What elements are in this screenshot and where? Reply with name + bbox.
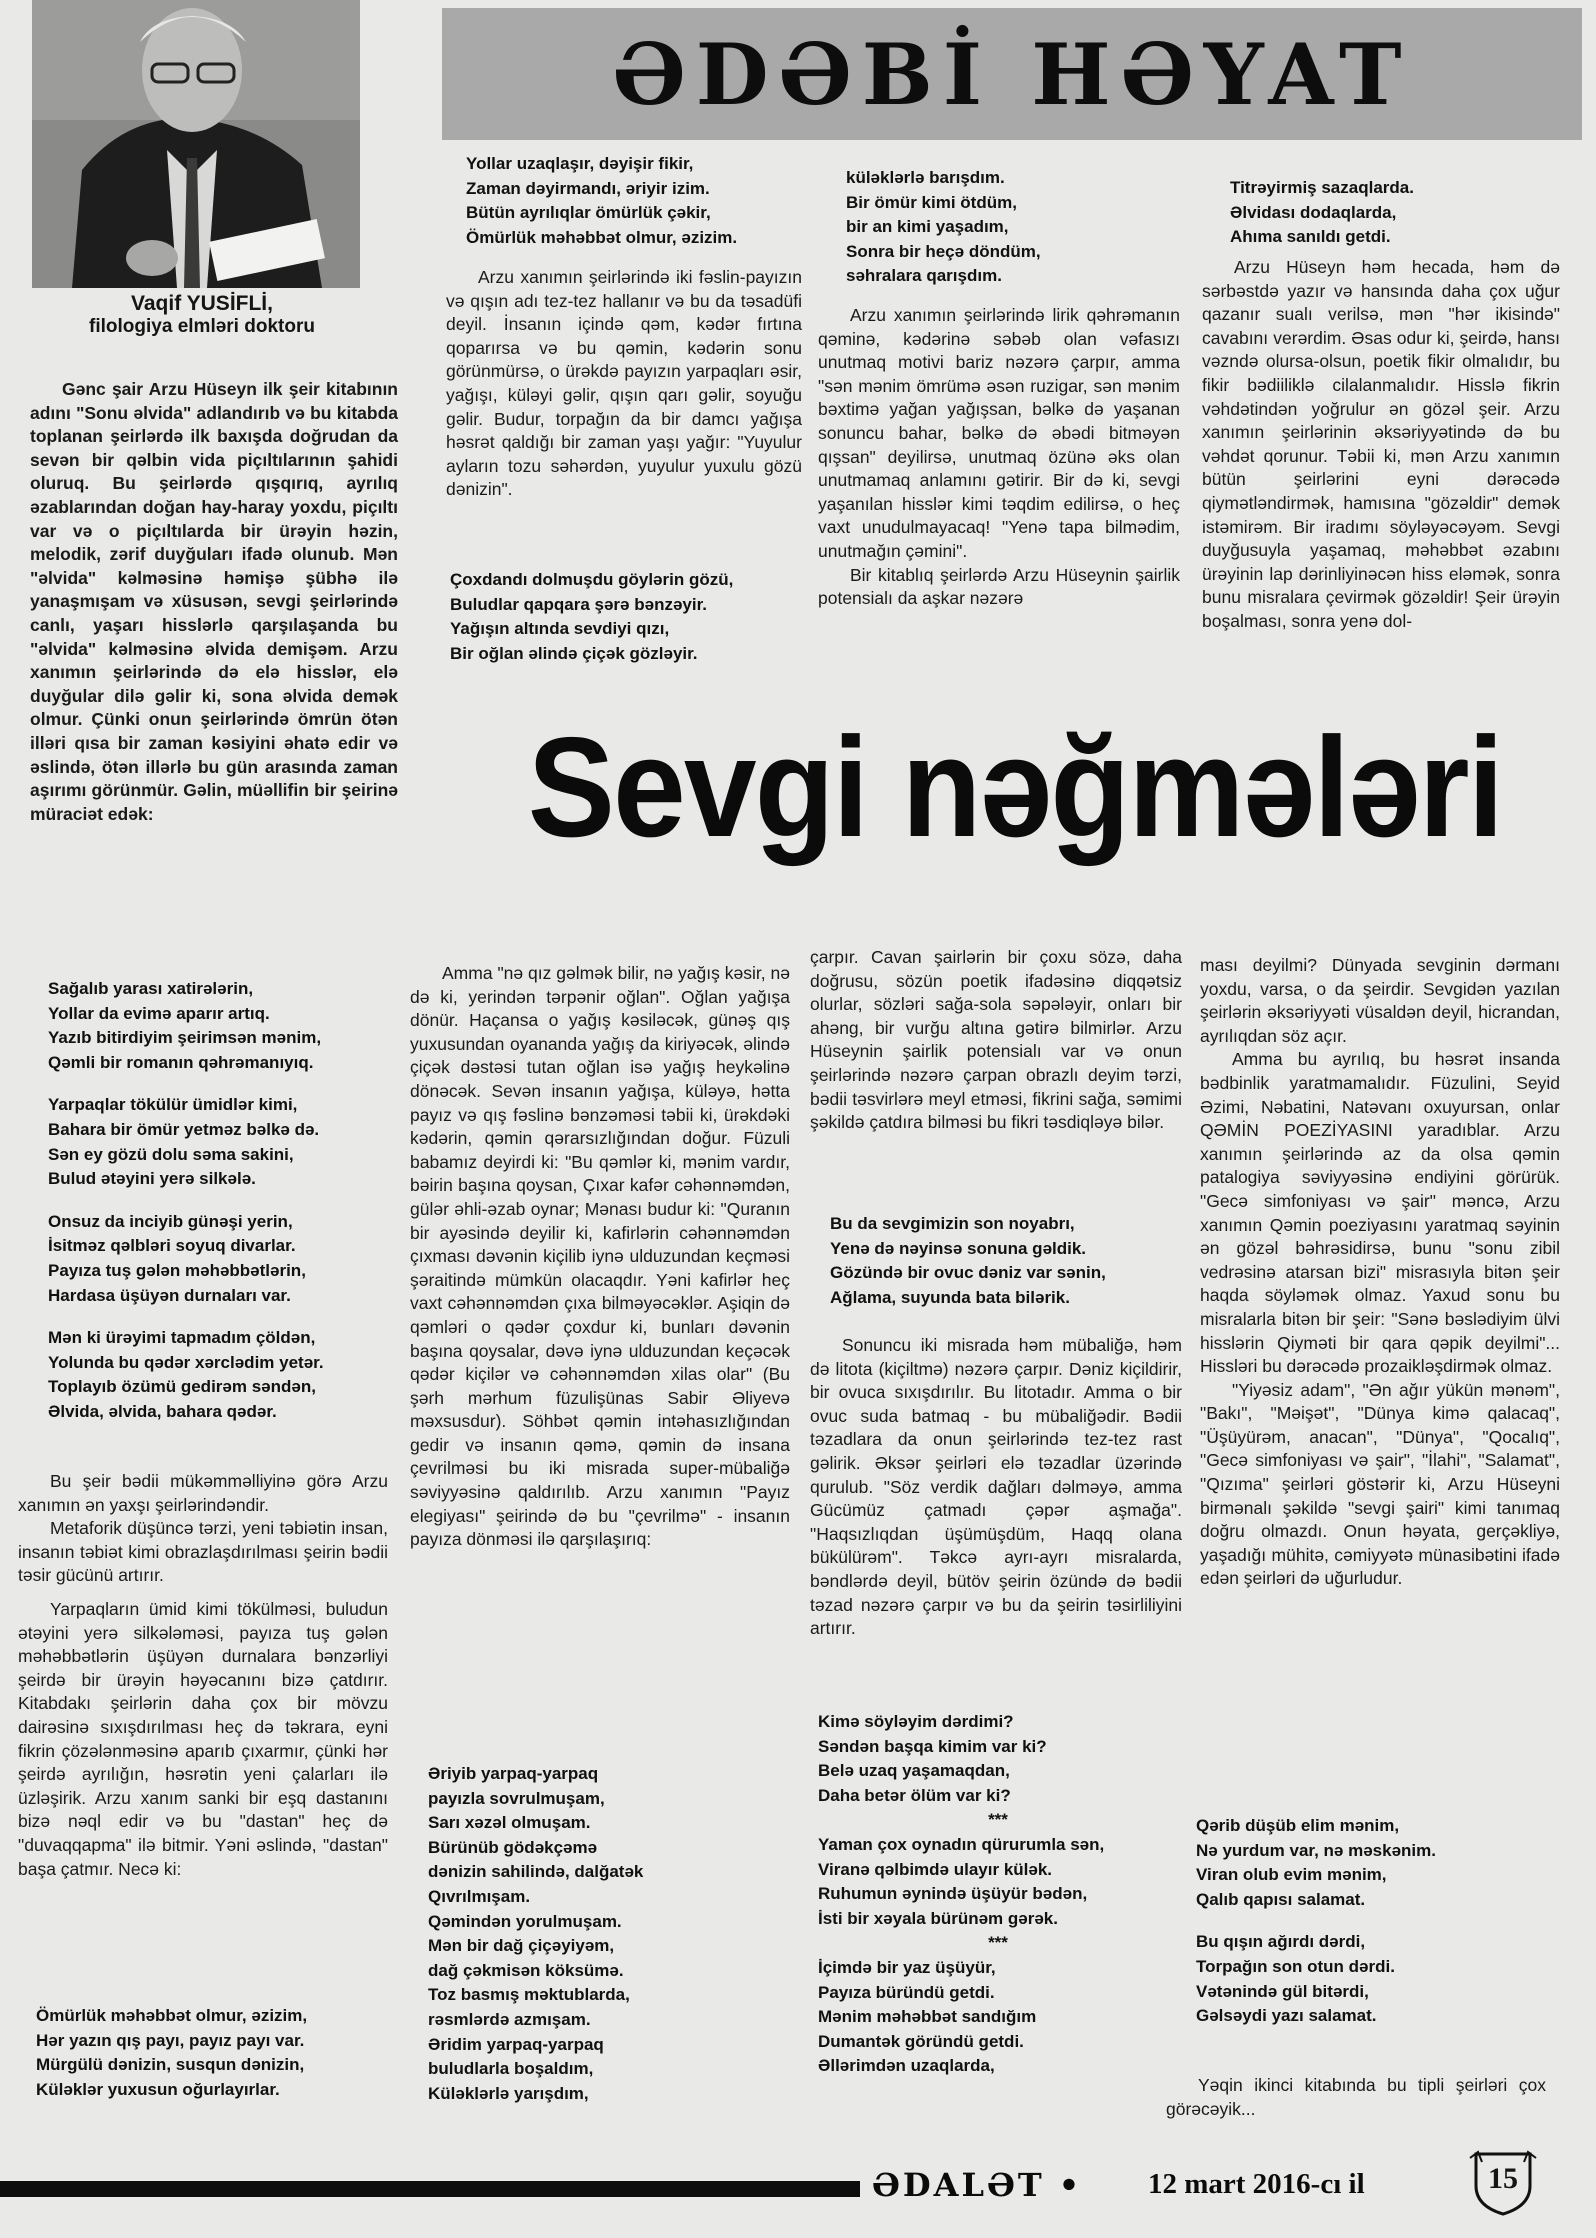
verse-line: səhralara qarışdım. [846, 266, 1002, 286]
verse-line: İsitməz qəlbləri soyuq divarlar. [48, 1236, 296, 1256]
paragraph: Sonuncu iki misrada həm mübaliğə, həm də litota (kiçiltmə) nəzərə çarpır. Dəniz kiçildirir, bir ovuca sıxışdırılır. Bu litotadır. Amma o bir ovuc suda batmaq - bu mübaliğədir. Bədii təzadlara da onun şeirlərində tez-tez rast gəlirik. Əksər şeirləri elə təzadlar üzərində qurulub. "Söz verdik dağları dəlməyə, amma Gücümüz çatmadı çəpər aşmağa". "Haqsızlıqdan üşümüşdüm, Haqq olana bükülürəm". Təkcə ayrı-ayrı misralarda, bəndlərdə deyil, bütöv şeirin özündə də bədii təzad nəzərə çarpır və bu da şeirin təsirliliyini artırır. [810, 1335, 1182, 1639]
verse-line: Torpağın son otun dərdi. [1196, 1956, 1395, 1976]
paragraph: Yarpaqların ümid kimi tökülməsi, buludun ətəyini yerə silkələməsi, payıza tuş gələn məhəbbətlərin üşüyən durnalara bənzərliyi şeirdə bir ürəyin həyəcanını bizə çatdırır. Kitabdakı şeirlərin daha çox bir mövzu dairəsinə sıxışdırılması heç də təkrara, eyni fikrin çözələnməsinə aparıb çıxarmır, çünki hər şeirdə ayrılığın, həsrətin yeni çalarları ilə üzləşirik. Arzu xanım sanki bir eşq dastanını bizə nəql edir və bu "dastan" heç də "duvaqqapma" ilə bitmir. Yəni əslində, "dastan" başa çatmır. Necə ki: [18, 1598, 388, 1879]
section-title: ƏDƏBİ HƏYAT [612, 24, 1412, 124]
author-byline [28, 292, 376, 338]
col3-poem1 [830, 1212, 1180, 1310]
verse-line: İsti bir xəyala bürünəm gərək. [818, 1908, 1058, 1928]
verse-line: Bu da sevgimizin son noyabrı, [830, 1214, 1075, 1233]
verse-line: Gözündə bir ovuc dəniz var sənin, [830, 1263, 1106, 1283]
verse-line: Mənim məhəbbət sandığım [818, 2007, 1037, 2027]
verse-line: Dumantək göründü getdi. [818, 2031, 1024, 2051]
col4-end [1166, 2074, 1546, 2121]
author-photo [32, 0, 360, 288]
paragraph: ması deyilmi? Dünyada sevginin dərmanı yoxdu, varsa, o da şeirdir. Sevgidən yazılan şeirlərin əksəriyyəti vüsaldən deyil, hicrandan, ayrılıqdan söz açır. [1200, 955, 1560, 1046]
article-headline: Sevgi nəğmələri [527, 708, 1503, 867]
col3-bottom-body [810, 946, 1182, 1135]
paragraph: çarpır. Cavan şairlərin bir çoxu sözə, daha doğrusu, sözün poetik ifadəsinə diqqətsiz olurlar, sözləri sağa-sola səpələyir, onları bir ahəng, bir vurğu altına gətirə bilmirlər. Arzu Hüseynin şairlik potensialı var və onun şeirlərində nəzərə çarpan obrazlı deyim tərzi, bədii təsvirlərə meyl etməsi, fikrini sağa, səmimi şəkildə çatdıra bilməsi bu fikri təsdiqləyə bilər. [810, 947, 1182, 1133]
col1-body [18, 1470, 388, 1881]
col4-poem [1196, 1814, 1556, 2029]
verse-line: Toplayıb özümü gedirəm səndən, [48, 1377, 316, 1397]
footer-rule [0, 2181, 860, 2197]
col2-bottom-poem [428, 1762, 788, 2106]
verse-line: Sən ey gözü dolu səma sakini, [48, 1144, 294, 1164]
verse-line: Qalıb qapısı salamat. [1196, 1889, 1366, 1909]
verse-line: Əlvidası dodaqlarda, [1230, 202, 1397, 222]
verse-line: Viran olub evim mənim, [1196, 1865, 1387, 1885]
verse-line: Viranə qəlbimdə ulayır külək. [818, 1859, 1053, 1879]
col3-poem2 [818, 1710, 1178, 2079]
verse-line: Hər yazın qış payı, payız payı var. [36, 2030, 305, 2050]
paragraph: Yəqin ikinci kitabında bu tipli şeirləri çox görəcəyik... [1166, 2075, 1546, 2119]
verse-line: Bulud ətəyini yerə silkələ. [48, 1169, 256, 1189]
col3-top-poem [846, 166, 1176, 289]
verse-line: Ömürlük məhəbbət olmur, əzizim, [36, 2006, 308, 2025]
verse-line: Yaman çox oynadın qürurumla sən, [818, 1834, 1105, 1854]
col3-top-body [818, 304, 1180, 611]
col1-intro [30, 378, 398, 826]
verse-line: Bu qışın ağırdı dərdi, [1196, 1932, 1366, 1952]
verse-line: Ömürlük məhəbbət olmur, əzizim. [466, 227, 738, 247]
verse-line: Gəlsəydi yazı salamat. [1196, 2006, 1377, 2026]
verse-line: Kimə söyləyim dərdimi? [818, 1712, 1014, 1731]
paragraph: "Yiyəsiz adam", "Ən ağır yükün mənəm", "Bakı", "Məişət", "Dünya kimə qalacaq", "Üşüyürəm, anacan", "Dünya", "Qocalıq", "Gecə simfoniyası və şair", "İlahi", "Salamat", "Qızıma" şeirləri göstərir ki, Arzu Hüseyni birmənalı şəkildə "sevgi şairi" kimi tanımaq doğru olmazdı. Onun həyata, gerçəkliyə, yaşadığı mühitə, cəmiyyətə münasibətini ifadə edən şeirləri də uğurludur. [1200, 1379, 1560, 1589]
paragraph: Arzu xanımın şeirlərində lirik qəhrəmanın qəminə, kədərinə səbəb olan vəfasızı unutmaq motivi bariz nəzərə çarpır, amma "sən mənim ömrümə əsən ruzigar, sən mənim bəxtimə yağan yağışsan, bəlkə də yaşanan sonuncu bahar, bəlkə də əbədi bitməyən qışsan" deyilirsə, unutmaq özünə əks olan unutmamaq anlamını gətirir. Bir də ki, sevgi yaşanılan hisslər kimi təqdim edilirsə, o heç vaxt unudulmayacaq! "Yenə tapa bilmədim, unutmağın çəmini". [818, 305, 1180, 561]
separator: *** [988, 1810, 1008, 1830]
verse-line: Bütün ayrılıqlar ömürlük çəkir, [466, 203, 711, 223]
paragraph: Arzu xanımın şeirlərində iki fəslin-payızın və qışın adı tez-tez hallanır və bu da təsadüfi deyil. İnsanın içində qəm, kədər fırtına qoparırsa və bu qəmin, kədərin sonu görünmürsə, o ürəkdə payızın yarpaqları əsir, yağışı, küləyi gəlir, qışın qarı gəlir, soyuğu gəlir. Budur, torpağın da bir damcı yağışa həsrət qaldığı bir zaman yaşı yağır: "Yuyulur ayların tozu səhərdən, yuyulur yuxulu gözü dənizin". [446, 267, 802, 500]
verse-line: Yenə də nəyinsə sonuna gəldik. [830, 1238, 1087, 1258]
verse-line: Yolunda bu qədər xərclədim yetər. [48, 1352, 324, 1372]
author-title: filologiya elmləri doktoru [89, 316, 315, 337]
verse-line: İçimdə bir yaz üşüyür, [818, 1957, 996, 1977]
col4-top-poem [1230, 176, 1560, 250]
verse-line: Yollar da evimə aparır artıq. [48, 1003, 270, 1023]
newspaper-name [872, 2166, 1082, 2204]
verse-line: Payıza tuş gələn məhəbbətlərin, [48, 1260, 306, 1280]
newspaper-title: ƏDALƏT [872, 2166, 1045, 2204]
col2-bottom-body [410, 962, 790, 1552]
author-name: Vaqif YUSİFLİ, [131, 292, 273, 315]
verse-line: Mən ki ürəyimi tapmadım çöldən, [48, 1328, 316, 1348]
col2-top-poem2 [450, 568, 800, 666]
verse-line: dağ çəkmisən köksümə. [428, 1960, 624, 1980]
verse-line: Buludlar qapqara şərə bənzəyir. [450, 594, 707, 614]
paragraph: Amma bu ayrılıq, bu həsrət insanda bədbinlik yaratmamalıdır. Füzulini, Seyid Əzimi, Nəbatini, Natəvanı oxuyursan, onlar QƏMİN POEZİYASINI yaradıblar. Arzu xanımın şeirlərində az da olsa qəmin patalogiya səviyyəsinə endiyini görürük. "Gecə simfoniyası və şair" məncə, Arzu xanımın Qəmin poeziyasını yaratmaq səyinin ən gözəl bəhrəsidirsə, bunu "sonu zibil vedrəsinə atarsan bizi" misrasıyla bitən şeir haqda söyləmək olmaz. Yaxud sonu bu misralarla bitən bir şeir: "Sənə bəslədiyim ülvi hisslərin Qiyməti bir qara qəpik deyilmi"... Hissləri bu dərəcədə prozaikləşdirmək olmaz. [1200, 1049, 1560, 1377]
col4-top-body [1202, 256, 1560, 634]
verse-line: Qərib düşüb elim mənim, [1196, 1816, 1400, 1835]
paragraph: Bu şeir bədii mükəmməlliyinə görə Arzu xanımın ən yaxşı şeirlərindəndir. [18, 1471, 388, 1515]
paragraph: Metaforik düşüncə tərzi, yeni təbiətin insan, insanın təbiət kimi obrazlaşdırılması şeirin bədii təsir gücünü artırır. [18, 1518, 388, 1586]
col4-bottom-body [1200, 954, 1560, 1591]
verse-line: Payıza büründü getdi. [818, 1982, 995, 2002]
verse-line: bir an kimi yaşadım, [846, 217, 1009, 237]
verse-line: Nə yurdum var, nə məskənim. [1196, 1840, 1436, 1860]
verse-line: Qəmindən yorulmuşam. [428, 1911, 622, 1931]
verse-line: Ağlama, suyunda bata bilərik. [830, 1287, 1070, 1307]
verse-line: buludlarla boşaldım, [428, 2059, 594, 2079]
paragraph: Amma "nə qız gəlmək bilir, nə yağış kəsir, nə də ki, yerindən tərpənir oğlan". Oğlan yağışa dönür. Haçansa o yağış kəsiləcək, günəş qış yuxusundan oyananda yağış da kiriyəcək, əlində çiçək dəstəsi tutan oğlan isə yağış heykəlinə dönəcək. Sevən insanın yağışa, küləyə, hətta payız və qış fəslinə bənzəməsi təbii ki, ürəkdəki kədərin, qəmin qərarsızlığından doğur. Füzuli babamız deyirdi ki: "Bu qəmlər ki, mənim vardır, bəirin başına qoysan, Çıxar kafər cəhənnəmdən, gülər əhli-əzab oynar; Mənası budur ki: "Quranın bir ayəsində deyilir ki, kafirlərin cəhənnəmdən çıxması dəvənin kiçilib iynə ulduzundan keçməsi şəraitində mümkün olacaqdır. Yəni kafirlər heç vaxt cəhənnəmdən çıxa bilməyəcəklər. Aşiqin də qəmləri o qədər çoxdur ki, bunları dəvənin başına qoysalar, dəvə iynə ulduzundan keçəcək qədər kiçilər və cəhənnəmdən xilas olar" (Bu şərh mərhum füzulişünas Sabir Əliyevə məxsusdur). Söhbət qəmin intəhasızlığından gedir və insanın qəmə, qəmin də insana çevrilməsi bu iki misrada super-mübaliğə səviyyəsinə qaldırılıb. Arzu xanımın "Payız elegiyası" şeirində də bu "çevrilmə" - insanın payıza dönməsi ilə qarşılaşırıq: [410, 963, 790, 1550]
section-banner [442, 8, 1582, 140]
verse-line: Ruhumun əynində üşüyür bədən, [818, 1884, 1088, 1904]
verse-line: Sarı xəzəl olmuşam. [428, 1813, 591, 1833]
page-number-badge [1468, 2148, 1538, 2218]
verse-line: Titrəyirmiş sazaqlarda. [1230, 178, 1414, 197]
col1-poem [48, 977, 388, 1425]
paragraph: Bir kitablıq şeirlərdə Arzu Hüseynin şairlik potensialı da aşkar nəzərə [818, 564, 1180, 609]
verse-line: Vətənində gül bitərdi, [1196, 1981, 1369, 2001]
verse-line: Əridim yarpaq-yarpaq [428, 2034, 604, 2054]
paragraph: Arzu Hüseyn həm hecada, həm də sərbəstdə yazır və hansında daha çox uğur qazanır sualı verilsə, mən "hər ikisində" cavabını verərdim. Əsas odur ki, şeirdə, hansı vəzndə olursa-olsun, poetik fikir olmalıdır, bu fikir bədiiliklə cilalanmalıdır. Hisslə fikrin vəhdətindən yoğrulur ən gözəl şeir. Arzu xanımın şeirlərinin əksəriyyətində də bu vəhdət qorunur. Təbii ki, mən Arzu xanımın bütün şeirlərini eyni dərəcədə qiymətləndirmək, hamısına "gözəldir" demək istəmirəm. Bir iradımı söyləyəcəyəm. Sevgi duyğusuyla yaşamaq, məhəbbət əzabını ürəyinin lap dərinliyinəcən hiss eləmək, sonra bunu misralara çevirmək gözəldir! Şeir ürəyin boşalması, sonra yenə dol- [1202, 257, 1560, 631]
verse-line: Yağışın altında sevdiyi qızı, [450, 619, 670, 639]
verse-line: rəsmlərdə azmışam. [428, 2009, 591, 2029]
verse-line: Belə uzaq yaşamaqdan, [818, 1761, 1010, 1781]
verse-line: Yollar uzaqlaşır, dəyişir fikir, [466, 154, 694, 173]
col3-mid-body [810, 1334, 1182, 1641]
verse-line: Onsuz da inciyib günəşi yerin, [48, 1211, 293, 1231]
verse-line: Əlvida, əlvida, bahara qədər. [48, 1401, 277, 1421]
verse-line: Əriyib yarpaq-yarpaq [428, 1764, 599, 1783]
verse-line: Çoxdandı dolmuşdu göylərin gözü, [450, 570, 734, 589]
issue-date: 12 mart 2016-cı il [1148, 2168, 1365, 2200]
verse-line: küləklərlə barışdım. [846, 168, 1005, 187]
verse-line: Toz basmış məktublarda, [428, 1985, 630, 2005]
col2-top-body [446, 266, 802, 502]
bullet: • [1058, 2166, 1083, 2204]
verse-line: Küləklərlə yarışdım, [428, 2083, 589, 2103]
verse-line: Səndən başqa kimim var ki? [818, 1736, 1047, 1756]
verse-line: Bahara bir ömür yetməz bəlkə də. [48, 1119, 320, 1139]
verse-line: Sonra bir heçə döndüm, [846, 241, 1041, 261]
separator: *** [988, 1933, 1008, 1953]
verse-line: Qəmli bir romanın qəhrəmanıyıq. [48, 1052, 314, 1072]
verse-line: Mən bir dağ çiçəyiyəm, [428, 1936, 615, 1956]
col2-top-poem [466, 152, 806, 250]
col1-intro-text: Gənc şair Arzu Hüseyn ilk şeir kitabının adını "Sonu əlvida" adlandırıb və bu kitabda toplanan şeirlərdə ilk baxışda doğrudan da sevən bir qəlbin vida piçıltılarının şahidi oluruq. Bu şeirlərdə qışqırıq, ayrılıq əzablarından doğan hay-haray yoxdu, piçıltı var və o piçıltılarda bir ürəyin həzin, melodik, zərif duyğuları ifadə olunub. Mən "əlvida" kəlməsinə həmişə şübhə ilə yanaşmışam və xüsusən, sevgi şeirlərində canlı, yaşarı hisslərlə qarşılaşanda bu "əlvida" kəlməsinə əlvida demişəm. Arzu xanımın şeirlərində də elə hisslər, elə duyğular dilə gəlir ki, sona əlvida demək olmur. Çünki onun şeirlərində ömrün ötən illəri qısa bir zaman kəsiyini əhatə edir və əslində, ötən illərlə bu gün arasında zaman aşırımı görünmür. Gəlin, müəllifin bir şeirinə müraciət edək: [30, 379, 398, 824]
verse-line: dənizin sahilində, dalğatək [428, 1862, 644, 1882]
verse-line: Bürünüb gödəkçəmə [428, 1837, 598, 1857]
verse-line: Əllərimdən uzaqlarda, [818, 2056, 995, 2076]
verse-line: Küləklər yuxusun oğurlayırlar. [36, 2079, 280, 2099]
verse-line: Zaman dəyirmandı, əriyir izim. [466, 178, 710, 198]
verse-line: payızla sovrulmuşam, [428, 1788, 605, 1808]
col1-end-poem [36, 2004, 386, 2102]
verse-line: Yazıb bitirdiyim şeirimsən mənim, [48, 1028, 322, 1048]
verse-line: Ahıma sanıldı getdi. [1230, 227, 1391, 247]
verse-line: Daha betər ölüm var ki? [818, 1785, 1011, 1805]
verse-line: Sağalıb yarası xatirələrin, [48, 979, 254, 998]
verse-line: Bir oğlan əlində çiçək gözləyir. [450, 643, 698, 663]
verse-line: Hardasa üşüyən durnaları var. [48, 1285, 291, 1305]
page-number: 15 [1488, 2162, 1518, 2195]
verse-line: Yarpaqlar tökülür ümidlər kimi, [48, 1095, 298, 1115]
verse-line: Mürgülü dənizin, susqun dənizin, [36, 2055, 305, 2075]
verse-line: Bir ömür kimi ötdüm, [846, 192, 1017, 212]
verse-line: Qıvrılmışam. [428, 1886, 531, 1906]
